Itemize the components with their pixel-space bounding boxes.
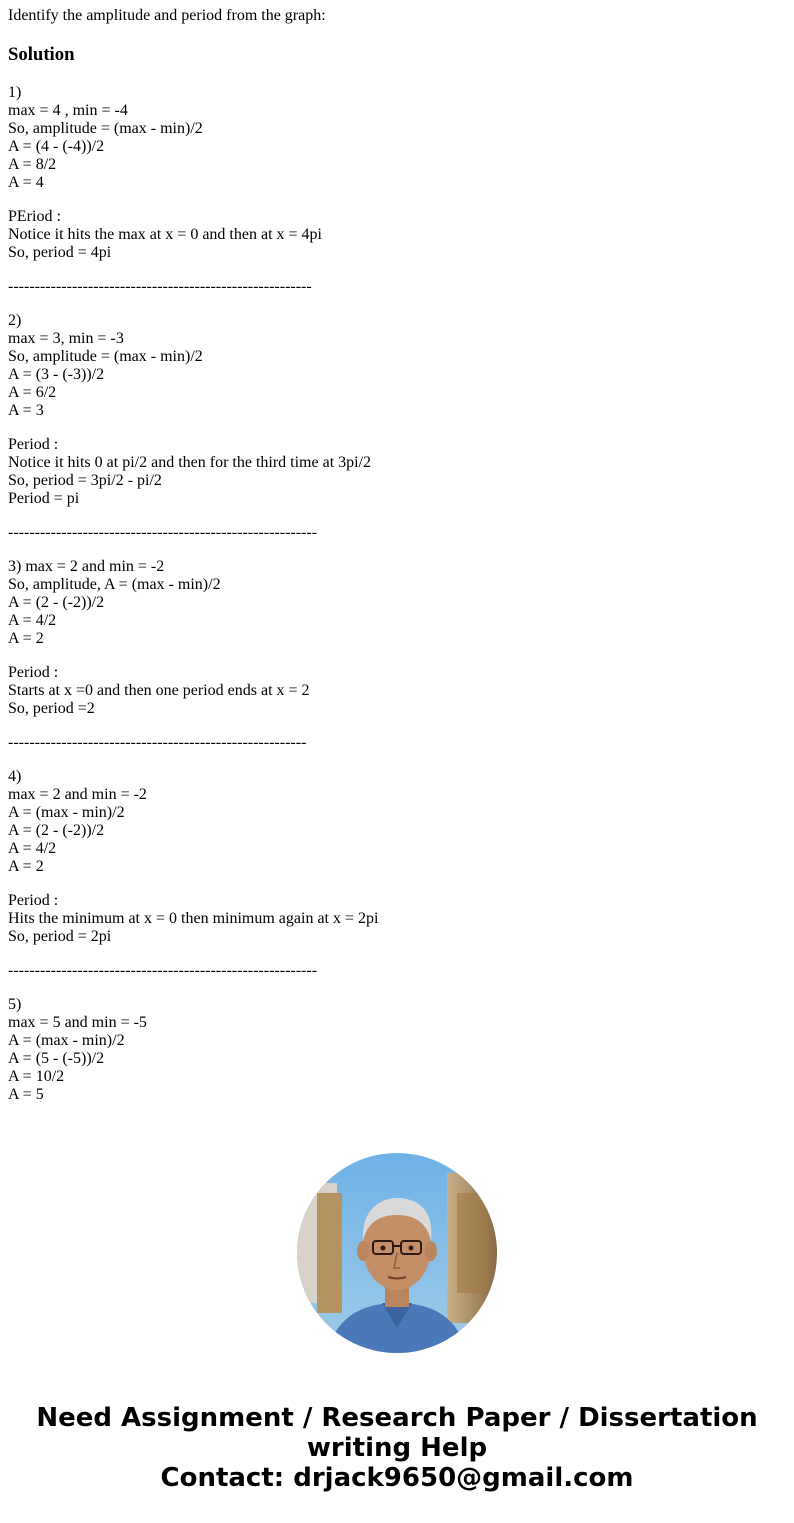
footer-line-1: Need Assignment / Research Paper / Dissertation [36, 1403, 758, 1433]
solution-section [8, 558, 786, 768]
period-line: So, period = 2pi [8, 928, 112, 945]
solution-sections [8, 84, 786, 1104]
solution-line: A = (2 - (-2))/2 [8, 594, 105, 611]
spacer [8, 946, 786, 962]
period-line: Period : [8, 892, 59, 909]
period-line: So, period =2 [8, 700, 95, 717]
solution-line: 4) [8, 768, 22, 785]
spacer [8, 420, 786, 436]
solution-line: max = 4 , min = -4 [8, 102, 128, 119]
solution-line: 3) max = 2 and min = -2 [8, 558, 165, 575]
period-line: PEriod : [8, 208, 61, 225]
period-line: Period : [8, 436, 59, 453]
spacer [8, 718, 786, 734]
footer-line-3: Contact: drjack9650@gmail.com [160, 1463, 634, 1493]
period-line: So, period = 4pi [8, 244, 112, 261]
solution-line: A = 3 [8, 402, 44, 419]
spacer [8, 980, 786, 996]
solution-line: A = (max - min)/2 [8, 804, 125, 821]
contact-footer [0, 1403, 794, 1493]
solution-line: 2) [8, 312, 22, 329]
period-line: Period : [8, 664, 59, 681]
solution-section [8, 84, 786, 312]
solution-line: 1) [8, 84, 22, 101]
solution-line: A = (2 - (-2))/2 [8, 822, 105, 839]
section-separator: -------------------------------------------------------- [8, 734, 307, 751]
solution-line: A = (max - min)/2 [8, 1032, 125, 1049]
spacer [8, 262, 786, 278]
period-line: Notice it hits 0 at pi/2 and then for the third time at 3pi/2 [8, 454, 372, 471]
solution-line: A = 10/2 [8, 1068, 65, 1085]
footer-line-2: writing Help [306, 1433, 488, 1463]
spacer [8, 192, 786, 208]
solution-line: So, amplitude = (max - min)/2 [8, 120, 203, 137]
solution-line: A = 2 [8, 858, 44, 875]
period-line: Hits the minimum at x = 0 then minimum again at x = 2pi [8, 910, 379, 927]
period-line: Notice it hits the max at x = 0 and then at x = 4pi [8, 226, 322, 243]
solution-line: A = (4 - (-4))/2 [8, 138, 105, 155]
solution-line: max = 5 and min = -5 [8, 1014, 147, 1031]
question-text: Identify the amplitude and period from the graph: [8, 7, 326, 24]
period-line: Starts at x =0 and then one period ends at x = 2 [8, 682, 310, 699]
spacer [8, 648, 786, 664]
solution-line: A = 2 [8, 630, 44, 647]
solution-section [8, 996, 786, 1104]
solution-line: So, amplitude = (max - min)/2 [8, 348, 203, 365]
solution-line: A = (5 - (-5))/2 [8, 1050, 105, 1067]
author-avatar [297, 1153, 497, 1353]
solution-line: max = 3, min = -3 [8, 330, 124, 347]
solution-line: A = 5 [8, 1086, 44, 1103]
period-line: So, period = 3pi/2 - pi/2 [8, 472, 162, 489]
solution-line: 5) [8, 996, 22, 1013]
spacer [8, 542, 786, 558]
spacer [8, 508, 786, 524]
period-line: Period = pi [8, 490, 80, 507]
solution-line: A = 4/2 [8, 840, 57, 857]
solution-line: A = (3 - (-3))/2 [8, 366, 105, 383]
spacer [8, 296, 786, 312]
section-separator: --------------------------------------------------------- [8, 278, 312, 295]
section-separator: ---------------------------------------------------------- [8, 524, 318, 541]
solution-heading: Solution [8, 44, 75, 65]
solution-line: So, amplitude, A = (max - min)/2 [8, 576, 221, 593]
solution-line: A = 8/2 [8, 156, 57, 173]
spacer [8, 752, 786, 768]
document-body [8, 7, 786, 1104]
spacer [8, 876, 786, 892]
avatar-image [297, 1153, 497, 1353]
solution-line: A = 6/2 [8, 384, 57, 401]
section-separator: ---------------------------------------------------------- [8, 962, 318, 979]
solution-line: max = 2 and min = -2 [8, 786, 147, 803]
solution-section [8, 768, 786, 996]
solution-section [8, 312, 786, 558]
solution-line: A = 4 [8, 174, 44, 191]
solution-line: A = 4/2 [8, 612, 57, 629]
